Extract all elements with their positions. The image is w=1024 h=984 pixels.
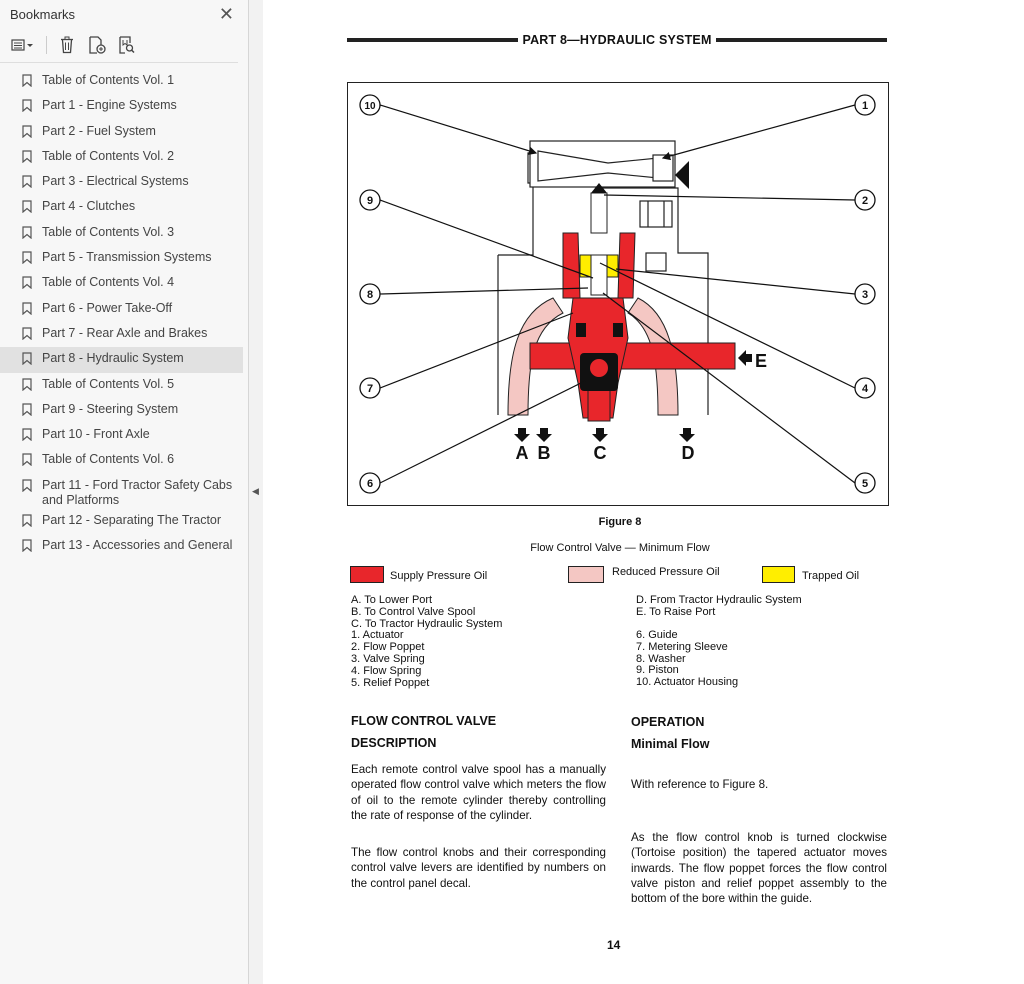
key-entry: 3. Valve Spring	[351, 652, 425, 665]
bookmark-label: Part 8 - Hydraulic System	[42, 351, 184, 366]
heading-operation: OPERATION	[631, 715, 705, 729]
bookmark-item[interactable]	[0, 448, 243, 473]
new-bookmark-icon[interactable]	[87, 35, 107, 55]
bookmark-icon	[22, 69, 34, 90]
bookmark-item[interactable]	[0, 534, 243, 559]
bookmark-label: Part 4 - Clutches	[42, 199, 136, 214]
bookmark-icon	[22, 423, 34, 444]
bookmark-icon	[22, 195, 34, 216]
bookmark-icon	[22, 347, 34, 368]
bookmark-item[interactable]	[0, 347, 243, 372]
bookmark-label: Part 2 - Fuel System	[42, 123, 156, 138]
callout-8: 8	[366, 289, 374, 301]
port-label-c: C	[593, 443, 607, 463]
bookmark-label: Table of Contents Vol. 5	[42, 376, 175, 391]
bookmark-item[interactable]	[0, 195, 243, 220]
bookmarks-toolbar	[0, 28, 238, 63]
bookmark-icon	[22, 322, 34, 343]
bookmark-icon	[22, 509, 34, 530]
bookmark-icon	[22, 297, 34, 318]
bookmark-item[interactable]	[0, 145, 243, 170]
callout-6: 6	[366, 478, 374, 490]
bookmark-list	[0, 69, 248, 559]
close-icon[interactable]: ✕	[218, 4, 234, 24]
bookmark-label: Part 7 - Rear Axle and Brakes	[42, 325, 208, 340]
collapse-panel-icon[interactable]: ◀	[252, 486, 259, 496]
bookmark-icon	[22, 373, 34, 394]
legend-label-supply: Supply Pressure Oil	[390, 570, 488, 582]
bookmark-item[interactable]	[0, 170, 243, 195]
legend-label-trapped: Trapped Oil	[802, 570, 860, 582]
flow-spring	[591, 255, 607, 295]
bookmark-item[interactable]	[0, 474, 243, 509]
page-number: 14	[607, 938, 621, 952]
key-entry: 8. Washer	[636, 652, 686, 665]
key-list-left	[351, 595, 502, 689]
key-entry: 1. Actuator	[351, 629, 404, 642]
bookmark-item[interactable]	[0, 398, 243, 423]
legend-swatch-reduced	[568, 566, 604, 583]
bookmark-item[interactable]	[0, 373, 243, 398]
header-rule-right	[716, 38, 887, 42]
legend-swatch-trapped	[762, 566, 795, 583]
flow-control-valve-illustration	[348, 83, 887, 504]
bookmarks-panel	[0, 0, 249, 984]
heading-description: DESCRIPTION	[351, 736, 437, 750]
description-paragraph-2: The flow control knobs and their corresponding control valve levers are identified by numbers on the control panel decal.	[351, 846, 606, 890]
bookmark-label: Table of Contents Vol. 6	[42, 452, 175, 467]
description-paragraph-1: Each remote control valve spool has a manually operated flow control valve which meters the flow of oil to the remote cylinder thereby controlling the rate of response of the cylinder.	[351, 763, 606, 822]
bookmark-item[interactable]	[0, 69, 243, 94]
callout-3: 3	[861, 289, 869, 301]
bookmark-item[interactable]	[0, 509, 243, 534]
bookmark-label: Part 6 - Power Take-Off	[42, 300, 173, 315]
bookmark-icon	[22, 145, 34, 166]
key-entry: C. To Tractor Hydraulic System	[351, 617, 503, 630]
key-entry: 2. Flow Poppet	[351, 641, 425, 654]
callout-4: 4	[861, 383, 869, 395]
figure-8-diagram	[347, 82, 889, 506]
bookmark-label: Part 10 - Front Axle	[42, 427, 150, 442]
key-list-right-top	[636, 595, 802, 619]
key-entry: 6. Guide	[636, 629, 678, 641]
bookmark-icon	[22, 398, 34, 419]
bookmark-item[interactable]	[0, 246, 243, 271]
bookmark-icon	[22, 448, 34, 469]
key-entry: 4. Flow Spring	[351, 664, 422, 677]
header-rule-left	[347, 38, 518, 42]
figure-label: Figure 8	[598, 516, 642, 528]
bookmark-item[interactable]	[0, 221, 243, 246]
callout-7: 7	[366, 383, 374, 395]
key-entry: E. To Raise Port	[636, 605, 716, 618]
key-entry: 7. Metering Sleeve	[636, 640, 728, 653]
bookmark-item[interactable]	[0, 120, 243, 145]
find-bookmark-icon[interactable]	[117, 35, 137, 55]
bookmark-label: Part 9 - Steering System	[42, 401, 179, 416]
heading-minimal-flow: Minimal Flow	[631, 737, 710, 751]
bookmark-icon	[22, 221, 34, 242]
bookmark-label: Table of Contents Vol. 2	[42, 148, 175, 163]
port-label-e: E	[754, 351, 768, 371]
bookmark-label: Part 13 - Accessories and General	[42, 538, 233, 553]
key-entry: D. From Tractor Hydraulic System	[636, 594, 802, 606]
key-entry: 10. Actuator Housing	[636, 676, 739, 689]
bookmarks-title: Bookmarks	[10, 6, 76, 22]
bookmark-item[interactable]	[0, 94, 243, 119]
key-entry: A. To Lower Port	[351, 594, 433, 606]
legend-swatch-supply	[350, 566, 384, 583]
port-label-d: D	[681, 443, 695, 463]
bookmark-icon	[22, 94, 34, 115]
callout-9: 9	[366, 195, 374, 207]
bookmark-icon	[22, 170, 34, 191]
heading-flow-control-valve: FLOW CONTROL VALVE	[351, 714, 497, 728]
port-label-b: B	[537, 443, 551, 463]
bookmark-label: Part 5 - Transmission Systems	[42, 250, 212, 265]
bookmark-icon	[22, 534, 34, 555]
bookmark-icon	[22, 246, 34, 267]
bookmark-item[interactable]	[0, 322, 243, 347]
bookmark-item[interactable]	[0, 271, 243, 296]
toolbar-divider	[46, 36, 47, 54]
bookmark-label: Part 3 - Electrical Systems	[42, 174, 189, 189]
operation-paragraph-2: As the flow control knob is turned clockwise (Tortoise position) the tapered actuator moves inwards. The flow poppet forces the flow control valve piston and relief poppet assembly to the bottom of the bore within the guide.	[631, 831, 887, 906]
operation-paragraph-1: With reference to Figure 8.	[631, 778, 769, 791]
bookmark-icon	[22, 474, 34, 495]
callout-10: 10	[364, 101, 376, 112]
bookmark-label: Table of Contents Vol. 4	[42, 275, 175, 290]
callout-1: 1	[861, 100, 869, 112]
bookmark-item[interactable]	[0, 423, 243, 448]
options-menu-icon[interactable]	[10, 35, 36, 55]
key-entry: 9. Piston	[636, 664, 679, 677]
bookmark-label: Part 12 - Separating The Tractor	[42, 512, 222, 527]
bookmark-label: Part 1 - Engine Systems	[42, 98, 177, 113]
key-list-right-bottom	[636, 630, 738, 689]
port-label-a: A	[515, 443, 529, 463]
bookmark-icon	[22, 120, 34, 141]
delete-bookmark-icon[interactable]	[57, 35, 77, 55]
key-entry: 5. Relief Poppet	[351, 676, 430, 689]
document-page	[263, 0, 1024, 984]
bookmark-label: Table of Contents Vol. 1	[42, 73, 175, 87]
bookmark-label: Part 11 - Ford Tractor Safety Cabs and Platforms	[42, 477, 233, 508]
bookmark-label: Table of Contents Vol. 3	[42, 224, 175, 239]
legend-label-reduced: Reduced Pressure Oil	[612, 566, 720, 578]
callout-2: 2	[861, 195, 869, 207]
page-header	[347, 32, 887, 48]
key-entry: B. To Control Valve Spool	[351, 605, 476, 618]
bookmark-icon	[22, 271, 34, 292]
bookmark-item[interactable]	[0, 297, 243, 322]
figure-caption: Flow Control Valve — Minimum Flow	[530, 542, 710, 554]
callout-5: 5	[861, 478, 869, 490]
page-header-title: PART 8—HYDRAULIC SYSTEM	[522, 33, 712, 47]
bookmarks-header	[0, 0, 248, 28]
